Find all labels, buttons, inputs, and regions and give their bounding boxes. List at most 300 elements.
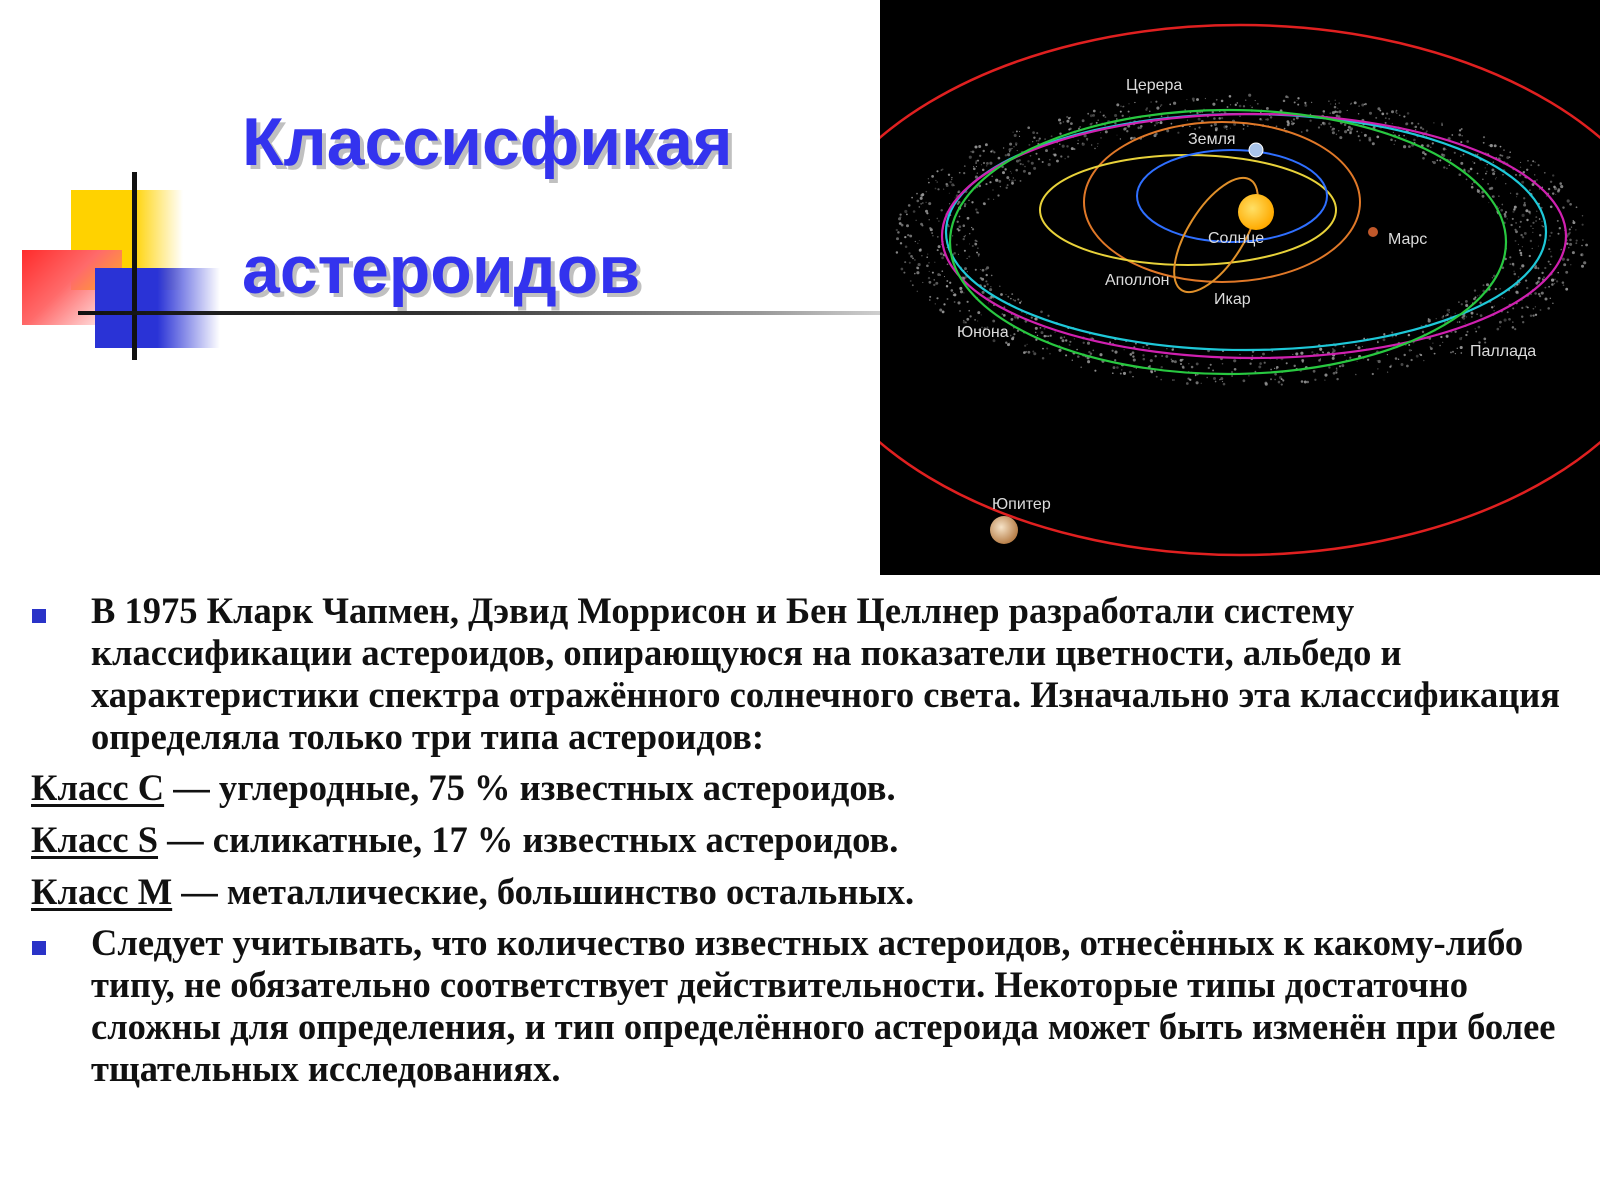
dust-particle bbox=[919, 206, 921, 208]
dust-particle bbox=[1525, 306, 1527, 308]
dust-particle bbox=[967, 217, 970, 220]
dust-particle bbox=[1492, 172, 1495, 175]
dust-particle bbox=[1044, 335, 1047, 338]
dust-particle bbox=[1502, 174, 1504, 176]
dust-particle bbox=[1239, 116, 1240, 117]
dust-particle bbox=[1535, 282, 1538, 285]
dust-particle bbox=[1076, 349, 1078, 351]
dust-particle bbox=[936, 297, 938, 299]
dust-particle bbox=[977, 247, 979, 249]
dust-particle bbox=[1358, 346, 1361, 349]
dust-particle bbox=[1466, 140, 1469, 143]
dust-particle bbox=[1449, 165, 1451, 167]
dust-particle bbox=[1554, 279, 1556, 281]
dust-particle bbox=[1562, 281, 1565, 284]
dust-particle bbox=[1198, 118, 1201, 121]
dust-particle bbox=[1222, 381, 1223, 382]
dust-particle bbox=[1415, 129, 1416, 130]
dust-particle bbox=[1019, 136, 1020, 137]
dust-particle bbox=[1137, 127, 1140, 130]
dust-particle bbox=[918, 263, 921, 266]
label-earth: Земля bbox=[1188, 131, 1236, 148]
dust-particle bbox=[915, 241, 916, 242]
dust-particle bbox=[1552, 192, 1554, 194]
dust-particle bbox=[1401, 363, 1404, 366]
dust-particle bbox=[1528, 211, 1531, 214]
dust-particle bbox=[1355, 374, 1357, 376]
dust-particle bbox=[993, 151, 995, 153]
dust-particle bbox=[1160, 366, 1162, 368]
dust-particle bbox=[1556, 280, 1558, 282]
dust-particle bbox=[1585, 244, 1588, 247]
dust-particle bbox=[1383, 333, 1385, 335]
dust-particle bbox=[1580, 254, 1582, 256]
dust-particle bbox=[1549, 235, 1551, 237]
dust-particle bbox=[988, 302, 989, 303]
dust-particle bbox=[1311, 351, 1313, 353]
dust-particle bbox=[1080, 366, 1082, 368]
dust-particle bbox=[1535, 314, 1537, 316]
dust-particle bbox=[1488, 202, 1489, 203]
dust-particle bbox=[1239, 354, 1240, 355]
orbit-diagram-svg bbox=[880, 0, 1600, 575]
dust-particle bbox=[1044, 138, 1046, 140]
dust-particle bbox=[1065, 339, 1067, 341]
dust-particle bbox=[1128, 111, 1130, 113]
dust-particle bbox=[1324, 374, 1327, 377]
dust-particle bbox=[1515, 291, 1518, 294]
dust-particle bbox=[1006, 187, 1008, 189]
dust-particle bbox=[969, 233, 970, 234]
dust-particle bbox=[1489, 187, 1492, 190]
dust-particle bbox=[982, 291, 985, 294]
dust-particle bbox=[1391, 110, 1394, 113]
dust-particle bbox=[1344, 130, 1347, 133]
dust-particle bbox=[912, 258, 914, 260]
dust-particle bbox=[1395, 140, 1397, 142]
dust-particle bbox=[1322, 351, 1323, 352]
dust-particle bbox=[928, 182, 930, 184]
dust-particle bbox=[1486, 171, 1488, 173]
dust-particle bbox=[925, 210, 928, 213]
dust-particle bbox=[967, 301, 969, 303]
dust-particle bbox=[978, 255, 979, 256]
dust-particle bbox=[1155, 121, 1158, 124]
dust-particle bbox=[911, 197, 913, 199]
dust-particle bbox=[1050, 335, 1052, 337]
label-sun: Солнце bbox=[1208, 230, 1265, 247]
dust-particle bbox=[896, 237, 899, 240]
dust-particle bbox=[1258, 365, 1261, 368]
dust-particle bbox=[1013, 299, 1014, 300]
dust-particle bbox=[953, 293, 956, 296]
dust-particle bbox=[1383, 338, 1386, 341]
dust-particle bbox=[1403, 145, 1406, 148]
dust-particle bbox=[1582, 239, 1584, 241]
dust-particle bbox=[1388, 118, 1390, 120]
dust-particle bbox=[947, 298, 949, 300]
dust-particle bbox=[1153, 134, 1156, 137]
dust-particle bbox=[1022, 164, 1024, 166]
dust-particle bbox=[1120, 111, 1122, 113]
dust-particle bbox=[1173, 379, 1175, 381]
dust-particle bbox=[1047, 315, 1049, 317]
dust-particle bbox=[935, 180, 936, 181]
dust-particle bbox=[1011, 293, 1013, 295]
dust-particle bbox=[1550, 298, 1551, 299]
dust-particle bbox=[1332, 357, 1335, 360]
dust-particle bbox=[1171, 348, 1173, 350]
dust-particle bbox=[989, 288, 992, 291]
dust-particle bbox=[1069, 344, 1071, 346]
dust-particle bbox=[1335, 103, 1336, 104]
dust-particle bbox=[1059, 143, 1061, 145]
dust-particle bbox=[948, 174, 950, 176]
dust-particle bbox=[971, 227, 972, 228]
dust-particle bbox=[1314, 379, 1316, 381]
dust-particle bbox=[1408, 145, 1411, 148]
dust-particle bbox=[1284, 128, 1286, 130]
dust-particle bbox=[1515, 222, 1517, 224]
dust-particle bbox=[903, 272, 905, 274]
dust-particle bbox=[896, 251, 898, 253]
dust-particle bbox=[1245, 99, 1247, 101]
dust-particle bbox=[982, 150, 984, 152]
dust-particle bbox=[986, 165, 987, 166]
dust-particle bbox=[1514, 273, 1517, 276]
dust-particle bbox=[1223, 125, 1226, 128]
dust-particle bbox=[1548, 261, 1550, 263]
dust-particle bbox=[1524, 232, 1527, 235]
dust-particle bbox=[1257, 103, 1259, 105]
dust-particle bbox=[1193, 100, 1195, 102]
dust-particle bbox=[1140, 125, 1143, 128]
dust-particle bbox=[1555, 194, 1556, 195]
dust-particle bbox=[1543, 226, 1545, 228]
dust-particle bbox=[965, 235, 966, 236]
dust-particle bbox=[1060, 155, 1062, 157]
dust-particle bbox=[1559, 227, 1561, 229]
dust-particle bbox=[979, 155, 981, 157]
dust-particle bbox=[1571, 226, 1572, 227]
dust-particle bbox=[1027, 160, 1029, 162]
dust-particle bbox=[1461, 135, 1462, 136]
dust-particle bbox=[1503, 149, 1505, 151]
dust-particle bbox=[1499, 326, 1500, 327]
dust-particle bbox=[1091, 144, 1092, 145]
dust-particle bbox=[1541, 292, 1544, 295]
dust-particle bbox=[978, 145, 981, 148]
dust-particle bbox=[1208, 367, 1210, 369]
dust-particle bbox=[1328, 122, 1331, 125]
dust-particle bbox=[1100, 137, 1102, 139]
dust-particle bbox=[1338, 110, 1341, 113]
dust-particle bbox=[1367, 359, 1369, 361]
dust-particle bbox=[1012, 132, 1013, 133]
dust-particle bbox=[991, 175, 993, 177]
dust-particle bbox=[1092, 350, 1094, 352]
dust-particle bbox=[1048, 163, 1051, 166]
dust-particle bbox=[1020, 180, 1022, 182]
dust-particle bbox=[1378, 360, 1381, 363]
dust-particle bbox=[1264, 382, 1267, 385]
dust-particle bbox=[916, 200, 919, 203]
dust-particle bbox=[1536, 211, 1537, 212]
dust-particle bbox=[1014, 134, 1017, 137]
dust-particle bbox=[1037, 140, 1039, 142]
dust-particle bbox=[1519, 249, 1521, 251]
dust-particle bbox=[1171, 359, 1172, 360]
dust-particle bbox=[949, 193, 950, 194]
dust-particle bbox=[899, 213, 901, 215]
dust-particle bbox=[1440, 336, 1442, 338]
dust-particle bbox=[1467, 331, 1469, 333]
dust-particle bbox=[1066, 145, 1068, 147]
dust-particle bbox=[1196, 112, 1198, 114]
dust-particle bbox=[1134, 102, 1135, 103]
decor-vertical-line bbox=[132, 172, 137, 360]
dust-particle bbox=[1046, 335, 1048, 337]
dust-particle bbox=[1171, 123, 1173, 125]
dust-particle bbox=[1033, 167, 1036, 170]
dust-particle bbox=[1575, 242, 1577, 244]
dust-particle bbox=[914, 259, 915, 260]
dust-particle bbox=[1538, 246, 1539, 247]
dust-particle bbox=[1449, 312, 1450, 313]
asteroid-belt-diagram bbox=[880, 0, 1600, 575]
dust-particle bbox=[1548, 286, 1550, 288]
dust-particle bbox=[959, 229, 960, 230]
dust-particle bbox=[1523, 204, 1526, 207]
dust-particle bbox=[1291, 122, 1294, 125]
dust-particle bbox=[1465, 304, 1468, 307]
class-m-desc: — металлические, большинство остальных. bbox=[172, 871, 915, 912]
dust-particle bbox=[1019, 131, 1020, 132]
dust-particle bbox=[1094, 370, 1096, 372]
dust-particle bbox=[1221, 100, 1224, 103]
dust-particle bbox=[1485, 173, 1487, 175]
dust-particle bbox=[1156, 107, 1159, 110]
dust-particle bbox=[1114, 359, 1116, 361]
dust-particle bbox=[1189, 379, 1190, 380]
dust-particle bbox=[1293, 365, 1295, 367]
dust-particle bbox=[1301, 380, 1304, 383]
dust-particle bbox=[1220, 377, 1223, 380]
dust-particle bbox=[1565, 271, 1568, 274]
dust-particle bbox=[1296, 100, 1297, 101]
dust-particle bbox=[1572, 221, 1575, 224]
dust-particle bbox=[1324, 379, 1325, 380]
dust-particle bbox=[1557, 190, 1560, 193]
dust-particle bbox=[920, 197, 923, 200]
dust-particle bbox=[1364, 134, 1367, 137]
dust-particle bbox=[1234, 368, 1237, 371]
dust-particle bbox=[1182, 359, 1184, 361]
dust-particle bbox=[920, 223, 923, 226]
dust-particle bbox=[1530, 315, 1532, 317]
dust-particle bbox=[1336, 134, 1337, 135]
dust-particle bbox=[1161, 355, 1163, 357]
dust-particle bbox=[920, 203, 922, 205]
dust-particle bbox=[1323, 113, 1324, 114]
label-apollo: Аполлон bbox=[1105, 272, 1170, 289]
dust-particle bbox=[1557, 220, 1559, 222]
dust-particle bbox=[1294, 102, 1296, 104]
dust-particle bbox=[1070, 122, 1073, 125]
dust-particle bbox=[1264, 362, 1266, 364]
dust-particle bbox=[1446, 336, 1448, 338]
dust-particle bbox=[1513, 271, 1514, 272]
dust-particle bbox=[1155, 355, 1157, 357]
dust-particle bbox=[1527, 160, 1529, 162]
dust-particle bbox=[1510, 193, 1511, 194]
label-mars: Марс bbox=[1388, 231, 1428, 248]
dust-particle bbox=[1408, 334, 1410, 336]
dust-particle bbox=[1016, 130, 1018, 132]
dust-particle bbox=[1042, 348, 1044, 350]
dust-particle bbox=[1030, 155, 1032, 157]
dust-particle bbox=[1428, 318, 1430, 320]
dust-particle bbox=[1540, 309, 1542, 311]
dust-particle bbox=[1032, 131, 1035, 134]
dust-particle bbox=[1146, 107, 1148, 109]
dust-particle bbox=[1514, 206, 1517, 209]
dust-particle bbox=[1344, 124, 1347, 127]
dust-particle bbox=[947, 263, 949, 265]
dust-particle bbox=[1443, 166, 1445, 168]
dust-particle bbox=[987, 283, 989, 285]
dust-particle bbox=[1532, 248, 1533, 249]
dust-particle bbox=[1212, 369, 1214, 371]
dust-particle bbox=[1347, 110, 1348, 111]
dust-particle bbox=[1169, 104, 1171, 106]
dust-particle bbox=[1104, 116, 1106, 118]
dust-particle bbox=[998, 180, 1001, 183]
dust-particle bbox=[1548, 240, 1549, 241]
dust-particle bbox=[1461, 303, 1463, 305]
dust-particle bbox=[1414, 127, 1415, 128]
dust-particle bbox=[951, 179, 952, 180]
dust-particle bbox=[1473, 162, 1475, 164]
dust-particle bbox=[1186, 382, 1189, 385]
dust-particle bbox=[1065, 354, 1067, 356]
dust-particle bbox=[970, 151, 971, 152]
dust-particle bbox=[1369, 112, 1372, 115]
dust-particle bbox=[1569, 243, 1572, 246]
dust-particle bbox=[974, 145, 977, 148]
dust-particle bbox=[1058, 119, 1061, 122]
dust-particle bbox=[1548, 188, 1550, 190]
dust-particle bbox=[1377, 341, 1378, 342]
dust-particle bbox=[1451, 134, 1453, 136]
dust-particle bbox=[1033, 352, 1036, 355]
class-m-line bbox=[31, 870, 1600, 914]
dust-particle bbox=[1583, 261, 1586, 264]
dust-particle bbox=[971, 201, 973, 203]
dust-particle bbox=[1042, 357, 1045, 360]
dust-particle bbox=[1184, 109, 1186, 111]
dust-particle bbox=[1519, 174, 1521, 176]
dust-particle bbox=[1487, 164, 1488, 165]
dust-particle bbox=[1124, 349, 1125, 350]
decor-blue-square bbox=[95, 268, 220, 348]
dust-particle bbox=[922, 282, 923, 283]
dust-particle bbox=[1430, 147, 1431, 148]
dust-particle bbox=[1390, 138, 1393, 141]
dust-particle bbox=[1143, 358, 1146, 361]
dust-particle bbox=[1507, 311, 1509, 313]
dust-particle bbox=[1459, 321, 1461, 323]
dust-particle bbox=[1051, 135, 1053, 137]
dust-particle bbox=[1567, 258, 1570, 261]
dust-particle bbox=[1024, 345, 1026, 347]
dust-particle bbox=[1498, 195, 1499, 196]
title-line-1: Классисфикая bbox=[242, 104, 733, 180]
dust-particle bbox=[1494, 171, 1495, 172]
dust-particle bbox=[904, 236, 906, 238]
dust-particle bbox=[1014, 300, 1016, 302]
dust-particle bbox=[1142, 346, 1144, 348]
dust-particle bbox=[1479, 302, 1481, 304]
dust-particle bbox=[1372, 142, 1375, 145]
dust-particle bbox=[1501, 204, 1503, 206]
dust-particle bbox=[1097, 146, 1098, 147]
dust-particle bbox=[1036, 140, 1037, 141]
slide-body bbox=[0, 590, 1600, 1090]
dust-particle bbox=[949, 203, 950, 204]
dust-particle bbox=[1261, 120, 1262, 121]
dust-particle bbox=[963, 224, 966, 227]
dust-particle bbox=[1372, 373, 1374, 375]
dust-particle bbox=[1074, 338, 1075, 339]
dust-particle bbox=[1433, 122, 1434, 123]
dust-particle bbox=[1082, 143, 1085, 146]
dust-particle bbox=[1187, 120, 1188, 121]
dust-particle bbox=[1297, 104, 1299, 106]
dust-particle bbox=[1465, 334, 1467, 336]
dust-particle bbox=[944, 276, 945, 277]
dust-particle bbox=[964, 203, 966, 205]
dust-particle bbox=[1441, 124, 1443, 126]
dust-particle bbox=[1442, 154, 1445, 157]
dust-particle bbox=[935, 303, 936, 304]
dust-particle bbox=[1131, 137, 1133, 139]
dust-particle bbox=[1562, 206, 1564, 208]
sun-icon bbox=[1238, 194, 1274, 230]
dust-particle bbox=[1508, 318, 1511, 321]
dust-particle bbox=[1201, 383, 1202, 384]
dust-particle bbox=[1112, 372, 1114, 374]
dust-particle bbox=[1010, 335, 1012, 337]
dust-particle bbox=[1116, 135, 1117, 136]
dust-particle bbox=[1297, 97, 1299, 99]
dust-particle bbox=[908, 204, 911, 207]
dust-particle bbox=[1002, 313, 1004, 315]
dust-particle bbox=[1524, 202, 1526, 204]
dust-particle bbox=[946, 280, 948, 282]
dust-particle bbox=[1454, 152, 1456, 154]
dust-particle bbox=[929, 219, 930, 220]
dust-particle bbox=[1028, 172, 1031, 175]
dust-particle bbox=[1494, 306, 1495, 307]
dust-particle bbox=[1422, 128, 1424, 130]
dust-particle bbox=[1062, 145, 1065, 148]
dust-particle bbox=[1495, 178, 1496, 179]
dust-particle bbox=[1059, 122, 1061, 124]
dust-particle bbox=[992, 320, 995, 323]
class-s-name: Класс S bbox=[31, 819, 159, 860]
dust-particle bbox=[925, 202, 926, 203]
